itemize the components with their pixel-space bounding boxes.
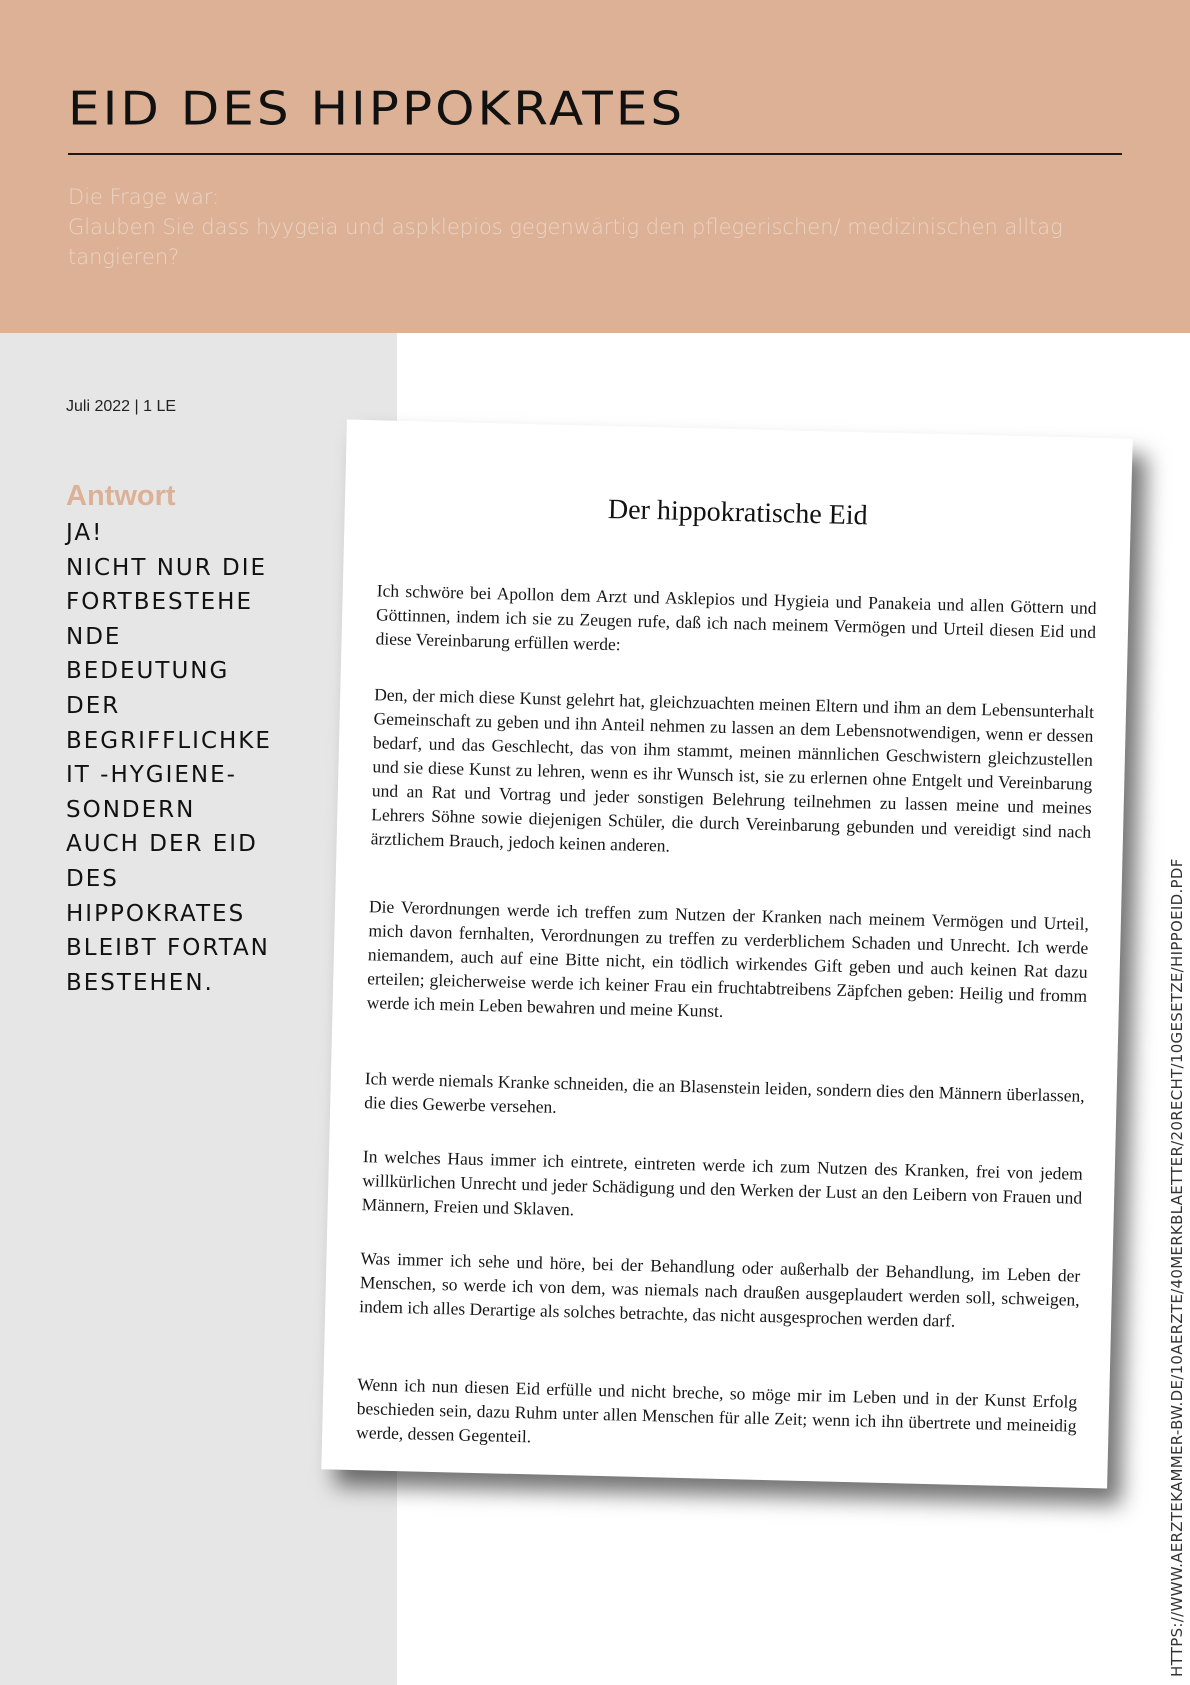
oath-paragraph: Ich schwöre bei Apollon dem Arzt und Asklepios und Hygieia und Panakeia und allen Göttern und Göttinnen, indem ich sie zu Zeugen rufe, daß ich nach meinem Vermögen und Urteil diesen Eid und diese Vereinbarung erfüllen werde: — [375, 580, 1097, 655]
oath-paragraph: Was immer ich sehe und höre, bei der Behandlung oder außerhalb der Behandlung, im Leben der Menschen, so werde ich von dem, was niemals nach draußen ausgeplaudert werden soll, schweigen, indem ich alles Derartige als solches betrachte, das nicht ausgesprochen werden darf. — [359, 1248, 1081, 1331]
answer-heading: Antwort — [66, 480, 176, 512]
oath-paragraph: Wenn ich nun diesen Eid erfülle und nicht breche, so möge mir im Leben und in der Kunst Erfolg beschieden sein, dazu Ruhm unter allen Menschen für alle Zeit; wenn ich ihn übertrete und meineidig werde, dessen Gegenteil. — [355, 1374, 1078, 1447]
answer-line: BLEIBT FORTAN — [66, 935, 270, 962]
source-url: HTTPS://WWW.AERZTEKAMMER-BW.DE/10AERZTE/40MERKBLAETTER/20RECHT/10GESETZE/HIPPOEID.PDF — [1168, 858, 1186, 1677]
answer-line: BEGRIFFLICHKE — [66, 727, 272, 754]
answer-line: DES — [66, 865, 119, 892]
oath-paragraph: Die Verordnungen werde ich treffen zum Nutzen der Kranken nach meinem Vermögen und Urteil, mich davon fernhalten, Verordnungen zu treffen zu verderblichem Schaden und Unrecht. Ich werde niemandem, auch auf eine Bitte nicht, ein tödlich wirkendes Gift geben und auch keinen Rat dazu erteilen; gleicherweise werde ich keiner Frau ein fruchtabtreibens Zäpfchen geben: Heilig und fromm werde ich mein Leben bewahren und meine Kunst. — [366, 896, 1090, 1021]
scan-title: Der hippokratische Eid — [607, 493, 868, 532]
header-band — [0, 0, 1190, 333]
answer-line: SONDERN — [66, 796, 196, 823]
question-line: Die Frage war: — [68, 185, 220, 209]
question-line: tangieren? — [68, 245, 180, 269]
oath-paragraph: Ich werde niemals Kranke schneiden, die an Blasenstein leiden, sondern dies den Männern überlassen, die dies Gewerbe versehen. — [364, 1068, 1085, 1117]
scanned-oath-document — [321, 420, 1132, 1489]
question-line: Glauben Sie dass hyygeia und aspklepios gegenwärtig den pflegerischen/ medizinischen alltag — [68, 215, 1063, 239]
oath-paragraph: In welches Haus immer ich eintrete, eintreten werde ich zum Nutzen des Kranken, frei von jedem willkürlichen Unrecht und jeder Schädigung und den Werken der Lust an den Leibern von Frauen und Männern, Freien und Sklaven. — [361, 1146, 1083, 1220]
question-text — [68, 182, 1148, 272]
answer-line: NICHT NUR DIE — [66, 554, 268, 581]
answer-line: BESTEHEN. — [66, 969, 214, 996]
answer-line: IT -HYGIENE- — [66, 762, 237, 789]
answer-line: FORTBESTEHE — [66, 589, 254, 616]
title-divider — [68, 153, 1122, 155]
answer-line: AUCH DER EID — [66, 831, 258, 858]
answer-line: NDE — [66, 623, 122, 650]
answer-line: JA! — [66, 520, 104, 546]
oath-paragraph: Den, der mich diese Kunst gelehrt hat, gleichzuachten meinen Eltern und ihm an dem Lebensunterhalt Gemeinschaft zu geben und ihn Anteil nehmen zu lassen an dem Lebensnotwendigen, wenn er dessen bedarf, und das Geschlecht, das von ihm stammt, meinen männlichen Geschwistern gleichzustellen und sie diese Kunst zu lehren, wenn es ihr Wunsch ist, sie zu erlernen ohne Entgelt und Vereinbarung und an Rat und Vortrag und jeder sonstigen Belehrung teilnehmen zu lassen meine und meines Lehrers Söhne sowie diejenigen Schüler, die durch Vereinbarung gebunden und vereidigt sind nach ärztlichem Brauch, jedoch keinen anderen. — [370, 684, 1095, 856]
answer-line: BEDEUTUNG — [66, 658, 230, 685]
date-meta: Juli 2022 | 1 LE — [66, 398, 177, 415]
page-title: EID DES HIPPOKRATES — [68, 82, 686, 136]
answer-line: HIPPOKRATES — [66, 900, 246, 927]
answer-line: DER — [66, 692, 121, 719]
